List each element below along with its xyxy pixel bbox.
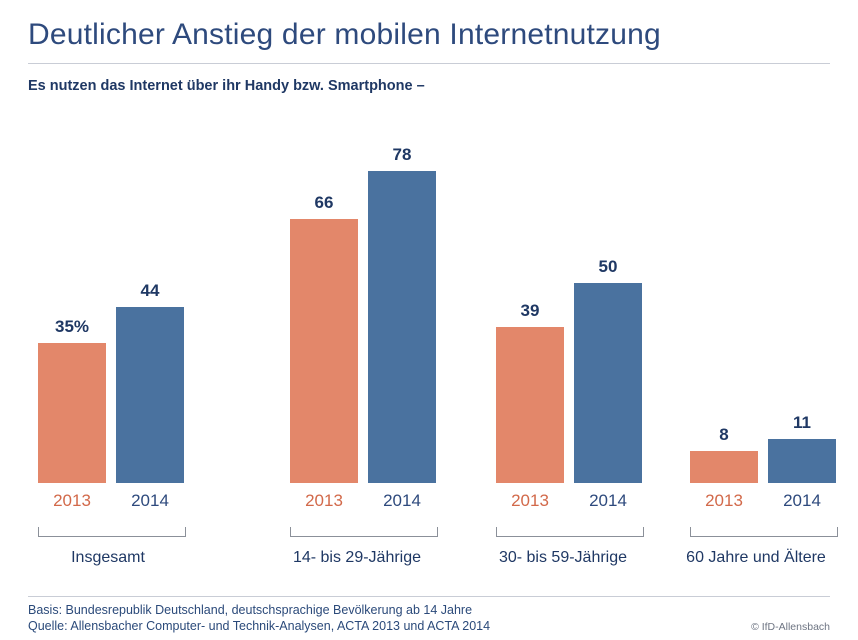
bars-insgesamt xyxy=(28,83,188,483)
bar-value-2014: 11 xyxy=(793,413,811,432)
year-labels-insgesamt xyxy=(28,491,188,517)
bars-30-59 xyxy=(478,83,648,483)
year-label-2014: 2014 xyxy=(783,491,821,510)
bar-2014[interactable] xyxy=(768,439,836,483)
chart-plot-area xyxy=(0,110,858,595)
group-label-14-29: 14- bis 29-Jährige xyxy=(292,549,422,566)
bar-2013[interactable] xyxy=(38,343,106,483)
group-bracket xyxy=(38,527,186,537)
year-label-2013: 2013 xyxy=(305,491,343,510)
bars-14-29 xyxy=(272,83,442,483)
group-label-insgesamt: Insgesamt xyxy=(71,549,145,566)
bar-2013[interactable] xyxy=(690,451,758,483)
group-label-60-plus: 60 Jahre und Ältere xyxy=(686,549,826,566)
footer-divider xyxy=(28,596,830,597)
bar-2014[interactable] xyxy=(368,171,436,483)
bar-2013[interactable] xyxy=(496,327,564,483)
year-label-2014: 2014 xyxy=(383,491,421,510)
year-label-2014: 2014 xyxy=(131,491,169,510)
bar-group-insgesamt xyxy=(28,75,188,595)
title-divider xyxy=(28,63,830,64)
footnote-quelle: Quelle: Allensbacher Computer- und Technik-Analysen, ACTA 2013 und ACTA 2014 xyxy=(28,619,491,633)
bar-2014[interactable] xyxy=(116,307,184,483)
footnote-basis: Basis: Bundesrepublik Deutschland, deutschsprachige Bevölkerung ab 14 Jahre xyxy=(28,603,473,617)
bar-value-2013: 8 xyxy=(719,425,729,444)
chart-subtitle: Es nutzen das Internet über ihr Handy bzw. Smartphone – xyxy=(28,78,425,94)
copyright-label: © IfD-Allensbach xyxy=(751,621,830,633)
group-bracket xyxy=(496,527,644,537)
year-labels-30-59 xyxy=(478,491,648,517)
group-label-30-59: 30- bis 59-Jährige xyxy=(498,549,628,566)
year-labels-14-29 xyxy=(272,491,442,517)
year-labels-60-plus xyxy=(666,491,846,517)
bar-group-14-29 xyxy=(272,75,442,595)
bar-value-2014: 78 xyxy=(392,145,412,164)
bar-value-2013: 66 xyxy=(314,193,334,212)
bar-group-30-59 xyxy=(478,75,648,595)
bar-group-60-plus xyxy=(666,75,846,595)
year-label-2014: 2014 xyxy=(589,491,627,510)
group-bracket xyxy=(290,527,438,537)
bar-value-2014: 50 xyxy=(598,257,618,276)
bar-value-2013: 39 xyxy=(520,301,540,320)
bar-value-2014: 44 xyxy=(140,281,160,300)
bars-60-plus xyxy=(666,83,846,483)
bar-2013[interactable] xyxy=(290,219,358,483)
page-title: Deutlicher Anstieg der mobilen Internetnutzung xyxy=(28,18,661,51)
bar-2014[interactable] xyxy=(574,283,642,483)
year-label-2013: 2013 xyxy=(705,491,743,510)
group-bracket xyxy=(690,527,838,537)
year-label-2013: 2013 xyxy=(53,491,91,510)
bar-value-2013: 35% xyxy=(54,317,90,336)
year-label-2013: 2013 xyxy=(511,491,549,510)
